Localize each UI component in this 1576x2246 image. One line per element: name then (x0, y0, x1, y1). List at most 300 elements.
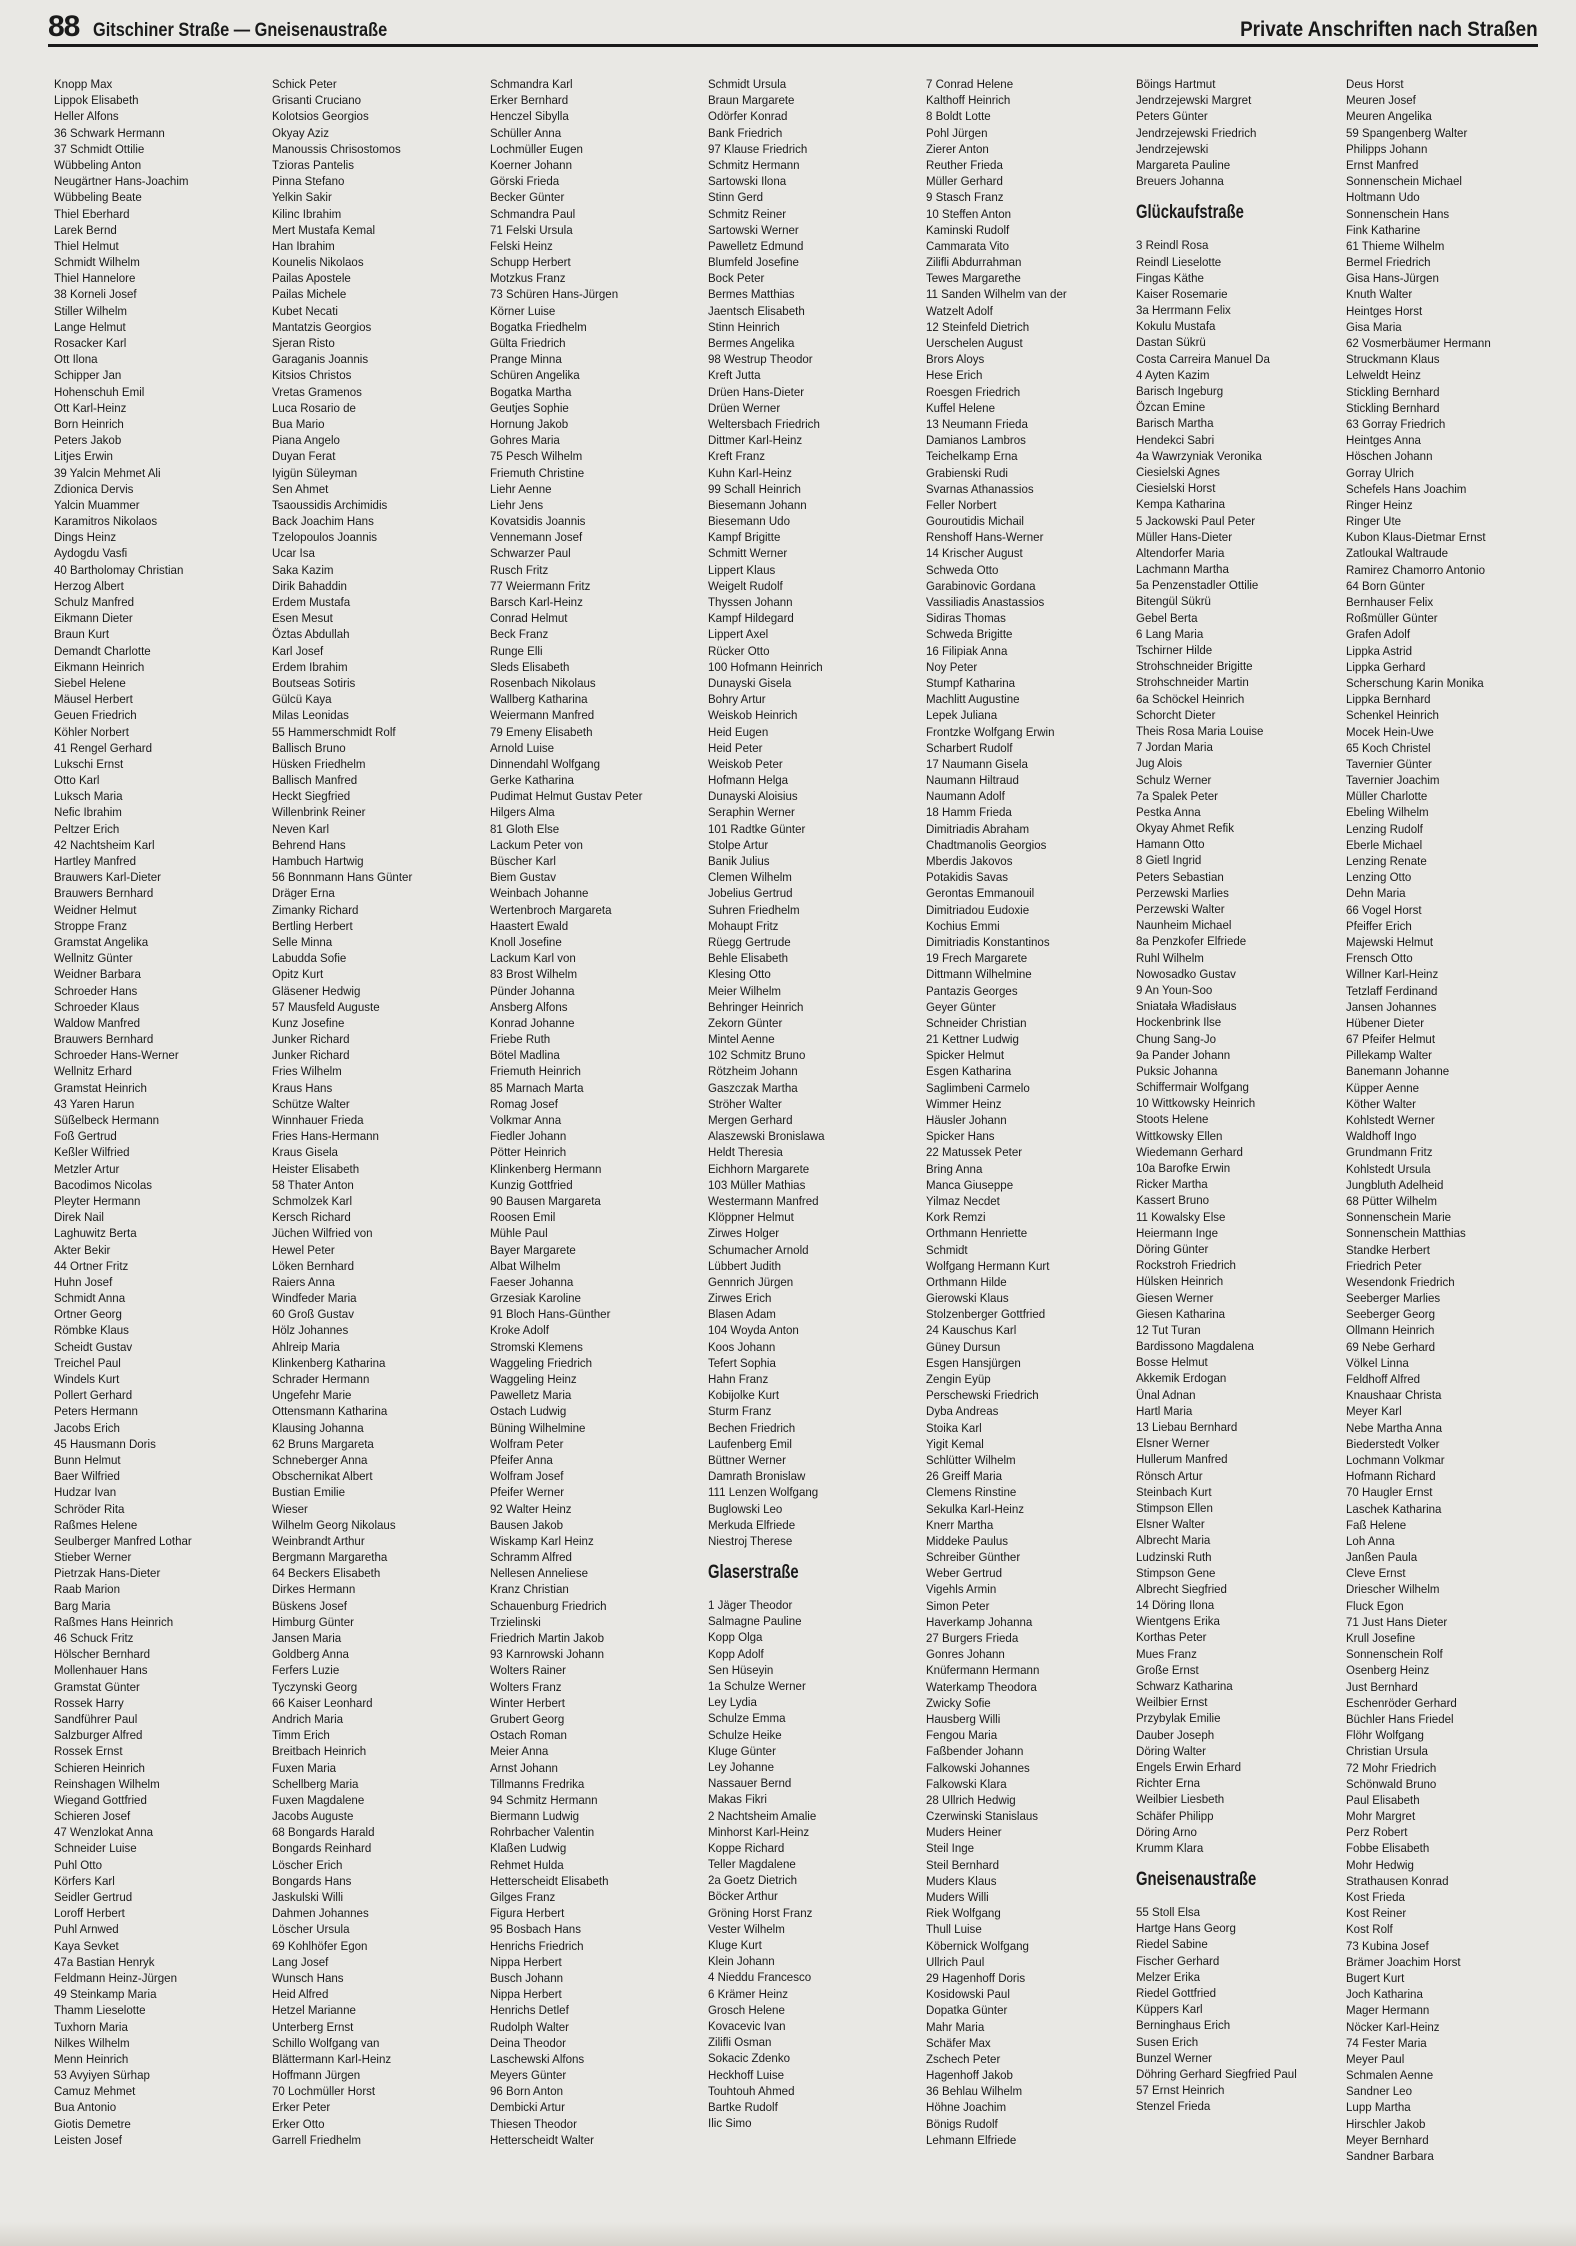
resident-entry: Kaiser Rosemarie (1136, 286, 1228, 301)
directory-columns (54, 76, 1544, 2236)
resident-entry: Fobbe Elisabeth (1346, 1841, 1430, 1856)
resident-entry: Fries Hans-Hermann (272, 1129, 379, 1144)
resident-entry: Yigit Kemal (926, 1436, 984, 1451)
resident-entry: Zwicky Sofie (926, 1695, 991, 1710)
resident-entry: Braun Margarete (708, 93, 795, 108)
resident-entry: Peltzer Erich (54, 821, 120, 836)
resident-entry: Scharbert Rudolf (926, 740, 1013, 755)
resident-entry: Weber Gertrud (926, 1566, 1002, 1581)
resident-entry: Jacobs Auguste (272, 1809, 354, 1824)
resident-entry: Loroff Herbert (54, 1906, 125, 1921)
resident-entry: Garaganis Joannis (272, 352, 369, 367)
directory-column (708, 76, 918, 2131)
resident-entry: Kaya Sevket (54, 1938, 119, 1953)
resident-entry: Raab Marion (54, 1582, 120, 1597)
resident-entry: Fink Katharine (1346, 222, 1421, 237)
resident-entry: Knerr Martha (926, 1517, 994, 1532)
resident-entry: Mollenhauer Hans (54, 1663, 148, 1678)
resident-entry: Fuxen Magdalene (272, 1792, 365, 1807)
resident-entry: Grundmann Fritz (1346, 1145, 1433, 1160)
resident-entry: Gohres Maria (490, 433, 560, 448)
resident-entry: 91 Bloch Hans-Günther (490, 1307, 611, 1322)
resident-entry: Mohr Hedwig (1346, 1857, 1414, 1872)
resident-entry: Kopp Olga (708, 1630, 763, 1645)
resident-entry: Garrell Friedhelm (272, 2132, 362, 2147)
resident-entry: 66 Kaiser Leonhard (272, 1695, 373, 1710)
resident-entry: 18 Hamm Frieda (926, 805, 1012, 820)
resident-entry: 81 Gloth Else (490, 821, 560, 836)
resident-entry: Gorray Ulrich (1346, 465, 1414, 480)
resident-entry: Schieren Josef (54, 1809, 131, 1824)
resident-entry: Tzioras Pantelis (272, 157, 354, 172)
resident-entry: Lippka Gerhard (1346, 659, 1426, 674)
resident-entry: Weilbier Liesbeth (1136, 1792, 1225, 1807)
resident-entry: 28 Ullrich Hedwig (926, 1792, 1016, 1807)
resident-entry: Salmagne Pauline (708, 1614, 802, 1629)
resident-entry: Klinkenberg Hermann (490, 1161, 602, 1176)
resident-entry: Ley Johanne (708, 1759, 775, 1774)
resident-entry: Schmitt Werner (708, 546, 788, 561)
resident-entry: 69 Nebe Gerhard (1346, 1339, 1436, 1354)
resident-entry: Bock Peter (708, 271, 765, 286)
resident-entry: 4 Nieddu Francesco (708, 1970, 812, 1985)
resident-entry: Teller Magdalene (708, 1857, 796, 1872)
resident-entry: Raßmes Helene (54, 1517, 138, 1532)
resident-entry: Wolfgang Hermann Kurt (926, 1258, 1050, 1273)
resident-entry: Lackum Peter von (490, 837, 583, 852)
resident-entry: Küpper Aenne (1346, 1080, 1420, 1095)
resident-entry: Winter Herbert (490, 1695, 565, 1710)
resident-entry: Brämer Joachim Horst (1346, 1954, 1461, 1969)
resident-entry: Sonnenschein Hans (1346, 206, 1450, 221)
resident-entry: Mohaupt Fritz (708, 918, 779, 933)
resident-entry: Flöhr Wolfgang (1346, 1728, 1424, 1743)
resident-entry: Melzer Erika (1136, 1969, 1201, 1984)
resident-entry: Feldmann Heinz-Jürgen (54, 1970, 177, 1985)
resident-entry: Ferfers Luzie (272, 1663, 340, 1678)
resident-entry: Laschewski Alfons (490, 2051, 585, 2066)
resident-entry: Hilgers Alma (490, 805, 555, 820)
resident-entry: 29 Hagenhoff Doris (926, 1970, 1026, 1985)
resident-entry: Häusler Johann (926, 1113, 1007, 1127)
resident-entry: Joch Katharina (1346, 1987, 1423, 2002)
resident-entry: Alaszewski Bronislawa (708, 1129, 825, 1144)
resident-entry: 36 Behlau Wilhelm (926, 2084, 1023, 2099)
resident-entry: Döring Günter (1136, 1241, 1209, 1256)
resident-entry: 71 Just Hans Dieter (1346, 1614, 1448, 1629)
resident-entry: Stiller Wilhelm (54, 303, 127, 318)
resident-entry: Bacodimos Nicolas (54, 1177, 152, 1192)
resident-entry: 19 Frech Margarete (926, 951, 1028, 966)
resident-entry: 102 Schmitz Bruno (708, 1048, 806, 1063)
resident-entry: Ernst Manfred (1346, 157, 1419, 172)
resident-entry: Ollmann Heinrich (1346, 1323, 1435, 1338)
resident-entry: Schmidt Anna (54, 1291, 126, 1306)
resident-entry: Ucar Isa (272, 546, 315, 561)
resident-entry: Albrecht Maria (1136, 1533, 1211, 1548)
resident-entry: Schneider Luise (54, 1841, 137, 1856)
resident-entry: Engels Erwin Erhard (1136, 1759, 1242, 1774)
resident-entry: Sonnenschein Marie (1346, 1210, 1452, 1225)
resident-entry: Giesen Werner (1136, 1290, 1214, 1305)
resident-entry: Hullerum Manfred (1136, 1452, 1228, 1467)
resident-entry: Esgen Hansjürgen (926, 1355, 1021, 1370)
resident-entry: Görski Frieda (490, 174, 560, 189)
resident-entry: Svarnas Athanassios (926, 481, 1034, 496)
resident-entry: Grisanti Cruciano (272, 93, 362, 108)
resident-entry: Tetzlaff Ferdinand (1346, 983, 1438, 998)
resident-entry: Bönigs Rudolf (926, 2116, 998, 2131)
resident-entry: 1 Jäger Theodor (708, 1598, 793, 1613)
resident-entry: Stimpson Ellen (1136, 1500, 1213, 1515)
resident-entry: Hoffmann Jürgen (272, 2068, 361, 2083)
resident-entry: Sonnenschein Michael (1346, 174, 1462, 189)
resident-entry: Lippert Klaus (708, 562, 776, 577)
resident-entry: Zdionica Dervis (54, 481, 134, 496)
resident-entry: Gramstat Angelika (54, 934, 149, 949)
resident-entry: Gebel Berta (1136, 610, 1198, 625)
resident-entry: Hahn Franz (708, 1372, 769, 1386)
resident-entry: Waterkamp Theodora (926, 1679, 1037, 1694)
resident-entry: Drüen Werner (708, 400, 781, 415)
resident-entry: Weinbrandt Arthur (272, 1533, 365, 1548)
resident-entry: Rüegg Gertrude (708, 934, 791, 949)
resident-entry: Müller Hans-Dieter (1136, 529, 1233, 544)
resident-entry: Lupp Martha (1346, 2100, 1411, 2115)
resident-entry: Scherschung Karin Monika (1346, 675, 1484, 690)
resident-entry: Dahmen Johannes (272, 1906, 369, 1921)
resident-entry: Schreiber Günther (926, 1550, 1021, 1565)
resident-entry: Just Bernhard (1346, 1679, 1418, 1694)
resident-entry: Puksic Johanna (1136, 1063, 1218, 1078)
resident-entry: Kitsios Christos (272, 368, 352, 383)
resident-entry: 62 Bruns Margareta (272, 1436, 374, 1451)
resident-entry: Reuther Frieda (926, 157, 1003, 172)
resident-entry: Sandner Barbara (1346, 2149, 1434, 2163)
resident-entry: Wientgens Erika (1136, 1614, 1220, 1629)
resident-entry: Lippka Bernhard (1346, 692, 1431, 707)
resident-entry: Kalthoff Heinrich (926, 93, 1011, 108)
resident-entry: Ricker Martha (1136, 1177, 1208, 1192)
resident-entry: Kampf Brigitte (708, 530, 781, 545)
resident-entry: Wolters Franz (490, 1679, 562, 1694)
resident-entry: Kempa Katharina (1136, 497, 1226, 512)
resident-entry: Schulze Emma (708, 1711, 786, 1726)
resident-entry: Damrath Bronislaw (708, 1469, 806, 1484)
resident-entry: Cammarata Vito (926, 238, 1010, 253)
directory-column (272, 76, 482, 2148)
resident-entry: Kovatsidis Joannis (490, 514, 586, 529)
resident-entry: Falkowski Johannes (926, 1760, 1030, 1775)
resident-entry: 9 An Youn-Soo (1136, 982, 1213, 997)
resident-entry: Pestka Anna (1136, 804, 1201, 819)
resident-entry: Rehmet Hulda (490, 1857, 564, 1872)
resident-entry: Römbke Klaus (54, 1323, 129, 1338)
resident-entry: Dirik Bahaddin (272, 578, 347, 593)
resident-entry: Schmidt Wilhelm (54, 255, 140, 270)
resident-entry: Ballisch Bruno (272, 740, 346, 755)
resident-entry: Gülcü Kaya (272, 692, 332, 707)
resident-entry: Kaminski Rudolf (926, 222, 1010, 237)
resident-entry: Lippert Axel (708, 627, 769, 642)
resident-entry: Chung Sang-Jo (1136, 1031, 1217, 1046)
resident-entry: Banik Julius (708, 854, 770, 868)
resident-entry: Larek Bernd (54, 222, 117, 237)
resident-entry: Eschenröder Gerhard (1346, 1695, 1457, 1710)
resident-entry: Pantazis Georges (926, 983, 1018, 998)
resident-entry: Korthas Peter (1136, 1630, 1207, 1645)
resident-entry: Braun Kurt (54, 627, 110, 642)
resident-entry: Dimitriadis Abraham (926, 821, 1030, 836)
resident-entry: Spicker Helmut (926, 1048, 1005, 1063)
resident-entry: Nebe Martha Anna (1346, 1420, 1443, 1435)
resident-entry: Frontzke Wolfgang Erwin (926, 724, 1055, 739)
directory-column (1346, 76, 1556, 2164)
resident-entry: Rockstroh Friedrich (1136, 1258, 1236, 1273)
resident-entry: Herzog Albert (54, 578, 124, 593)
resident-entry: Steinbach Kurt (1136, 1484, 1212, 1499)
resident-entry: 68 Pütter Wilhelm (1346, 1193, 1437, 1208)
resident-entry: Costa Carreira Manuel Da (1136, 351, 1270, 366)
resident-entry: Wilhelm Georg Nikolaus (272, 1517, 396, 1532)
resident-entry: Stieber Werner (54, 1550, 132, 1565)
resident-entry: 5a Penzenstadler Ottilie (1136, 578, 1259, 593)
resident-entry: Kost Rolf (1346, 1922, 1393, 1937)
resident-entry: Schrader Hermann (272, 1372, 370, 1386)
resident-entry: 27 Burgers Frieda (926, 1631, 1019, 1645)
resident-entry: Rosacker Karl (54, 336, 127, 350)
resident-entry: Thyssen Johann (708, 595, 793, 609)
resident-entry: Frensch Otto (1346, 951, 1413, 966)
resident-entry: Bogatka Friedhelm (490, 319, 587, 334)
resident-entry: Meyer Paul (1346, 2051, 1405, 2066)
resident-entry: Sen Hüseyin (708, 1662, 774, 1677)
resident-entry: 57 Ernst Heinrich (1136, 2083, 1225, 2098)
resident-entry: Kersch Richard (272, 1210, 351, 1225)
resident-entry: Middeke Paulus (926, 1533, 1008, 1548)
resident-entry: Büttner Werner (708, 1452, 786, 1467)
resident-entry: 24 Kauschus Karl (926, 1323, 1017, 1338)
resident-entry: Löscher Erich (272, 1857, 343, 1872)
resident-entry: Demandt Charlotte (54, 643, 151, 658)
resident-entry: Schäfer Philipp (1136, 1808, 1214, 1823)
resident-entry: 13 Liebau Bernhard (1136, 1420, 1238, 1434)
resident-entry: Ringer Ute (1346, 514, 1402, 529)
resident-entry: Bank Friedrich (708, 125, 783, 140)
resident-entry: Eikmann Heinrich (54, 659, 145, 674)
resident-entry: Feller Norbert (926, 497, 997, 512)
resident-entry: Vassiliadis Anastassios (926, 595, 1045, 609)
resident-entry: Weidner Helmut (54, 902, 137, 917)
resident-entry: Ullrich Paul (926, 1954, 985, 1969)
resident-entry: Kosidowski Paul (926, 1987, 1010, 2002)
resident-entry: Okyay Aziz (272, 125, 329, 140)
resident-entry: Büskens Josef (272, 1598, 347, 1613)
resident-entry: Büning Wilhelmine (490, 1420, 586, 1435)
resident-entry: 47 Wenzlokat Anna (54, 1825, 154, 1840)
resident-entry: Zilifli Abdurrahman (926, 255, 1022, 270)
resident-entry: Pietrzak Hans-Dieter (54, 1566, 161, 1581)
resident-entry: 94 Schmitz Hermann (490, 1792, 598, 1807)
resident-entry: Hofmann Richard (1346, 1469, 1436, 1484)
resident-entry: Siebel Helene (54, 675, 126, 690)
resident-entry: Feldhoff Alfred (1346, 1372, 1421, 1386)
resident-entry: Elsner Walter (1136, 1517, 1205, 1532)
resident-entry: 57 Mausfeld Auguste (272, 999, 380, 1014)
resident-entry: Yilmaz Necdet (926, 1193, 1000, 1208)
resident-entry: 96 Born Anton (490, 2084, 564, 2099)
resident-entry: Sonnenschein Rolf (1346, 1647, 1443, 1662)
resident-entry: 77 Weiermann Fritz (490, 578, 591, 593)
resident-entry: Hambuch Hartwig (272, 854, 364, 868)
resident-entry: 104 Woyda Anton (708, 1323, 799, 1338)
resident-entry: Meuren Josef (1346, 93, 1416, 108)
resident-entry: Wiegand Gottfried (54, 1792, 147, 1807)
resident-entry: Peters Sebastian (1136, 869, 1224, 884)
resident-entry: Niestroj Therese (708, 1533, 793, 1548)
resident-entry: Zirwes Holger (708, 1226, 780, 1241)
resident-entry: Krull Josefine (1346, 1631, 1416, 1645)
resident-entry: 14 Döring Ilona (1136, 1598, 1215, 1613)
resident-entry: Stinn Heinrich (708, 319, 780, 334)
resident-entry: Rohrbacher Valentin (490, 1825, 595, 1840)
resident-entry: Hüsken Friedhelm (272, 756, 366, 771)
resident-entry: Schroeder Hans (54, 983, 138, 998)
resident-entry: Schieren Heinrich (54, 1760, 145, 1775)
resident-entry: Schipper Jan (54, 368, 122, 383)
resident-entry: Laghuwitz Berta (54, 1226, 137, 1241)
resident-entry: Bogatka Martha (490, 384, 572, 399)
resident-entry: Knuth Walter (1346, 287, 1413, 302)
resident-entry: Pudimat Helmut Gustav Peter (490, 789, 643, 804)
resident-entry: Heckt Siegfried (272, 789, 351, 804)
resident-entry: Müller Gerhard (926, 174, 1003, 189)
resident-entry: Nöcker Karl-Heinz (1346, 2019, 1440, 2034)
resident-entry: Pawelletz Edmund (708, 238, 804, 253)
resident-entry: Back Joachim Hans (272, 514, 374, 529)
resident-entry: Jendrzejewski Margret (1136, 93, 1252, 108)
resident-entry: Hagenhoff Jakob (926, 2068, 1013, 2083)
resident-entry: Kochius Emmi (926, 918, 1000, 933)
resident-entry: Pillekamp Walter (1346, 1048, 1433, 1063)
resident-entry: Salzburger Alfred (54, 1728, 143, 1743)
resident-entry: Nilkes Wilhelm (54, 2035, 130, 2050)
resident-entry: Bohry Artur (708, 692, 766, 707)
resident-entry: Brors Aloys (926, 352, 985, 367)
resident-entry: Sidiras Thomas (926, 611, 1006, 626)
resident-entry: Mert Mustafa Kemal (272, 222, 376, 237)
resident-entry: Zekorn Günter (708, 1015, 783, 1030)
resident-entry: Roesgen Friedrich (926, 384, 1021, 399)
resident-entry: 41 Rengel Gerhard (54, 740, 153, 755)
resident-entry: Tavernier Günter (1346, 756, 1432, 771)
resident-entry: Giotis Demetre (54, 2116, 131, 2131)
resident-entry: Theis Rosa Maria Louise (1136, 723, 1264, 738)
resident-entry: Ballisch Manfred (272, 773, 358, 788)
resident-entry: Konrad Johanne (490, 1015, 575, 1030)
resident-entry: 6 Krämer Heinz (708, 1986, 789, 2001)
resident-entry: Dimitriadis Konstantinos (926, 934, 1050, 949)
resident-entry: Schmandra Paul (490, 206, 576, 221)
resident-entry: Majewski Helmut (1346, 934, 1434, 949)
resident-entry: 45 Hausmann Doris (54, 1436, 156, 1451)
resident-entry: Vennemann Josef (490, 530, 583, 545)
street-heading: Glaserstraße (708, 1562, 799, 1584)
resident-entry: Raßmes Hans Heinrich (54, 1614, 174, 1629)
resident-entry: Elsner Werner (1136, 1436, 1210, 1451)
resident-entry: Sonnenschein Matthias (1346, 1226, 1466, 1241)
resident-entry: Bechen Friedrich (708, 1420, 796, 1435)
resident-entry: Puhl Arnwed (54, 1922, 119, 1937)
resident-entry: Lelweldt Heinz (1346, 368, 1421, 383)
resident-entry: Reinshagen Wilhelm (54, 1776, 160, 1791)
resident-entry: Wieser (272, 1501, 308, 1516)
resident-entry: 100 Hofmann Heinrich (708, 659, 823, 674)
resident-entry: Thull Luise (926, 1922, 982, 1937)
resident-entry: 55 Stoll Elsa (1136, 1905, 1201, 1920)
resident-entry: Schmidt (926, 1242, 968, 1257)
resident-entry: Mocek Hein-Uwe (1346, 724, 1434, 739)
resident-entry: Hartley Manfred (54, 854, 136, 868)
resident-entry: 73 Kubina Josef (1346, 1938, 1429, 1953)
resident-entry: Ley Lydia (708, 1695, 757, 1710)
resident-entry: Nellesen Anneliese (490, 1566, 589, 1581)
directory-title: Private Anschriften nach Straßen (1240, 18, 1538, 41)
resident-entry: 79 Emeny Elisabeth (490, 724, 593, 739)
resident-entry: Gaszczak Martha (708, 1080, 798, 1095)
resident-entry: Fuxen Maria (272, 1760, 337, 1775)
resident-entry: Tavernier Joachim (1346, 773, 1440, 788)
resident-entry: 36 Schwark Hermann (54, 125, 165, 140)
resident-entry: Bring Anna (926, 1161, 983, 1176)
resident-entry: Schmitz Reiner (708, 206, 787, 221)
resident-entry: Schlütter Wilhelm (926, 1452, 1016, 1467)
resident-entry: Wimmer Heinz (926, 1096, 1002, 1111)
resident-entry: Margareta Pauline (1136, 157, 1231, 172)
resident-entry: Wertenbroch Margareta (490, 902, 612, 917)
resident-entry: Schulz Werner (1136, 772, 1212, 787)
resident-entry: Kluge Kurt (708, 1938, 762, 1952)
resident-entry: Figura Herbert (490, 1906, 565, 1921)
resident-entry: Wiskamp Karl Heinz (490, 1533, 594, 1548)
resident-entry: Selle Minna (272, 934, 333, 949)
resident-entry: Kampf Hildegard (708, 611, 794, 626)
resident-entry: Struckmann Klaus (1346, 352, 1440, 367)
resident-entry: Barsch Karl-Heinz (490, 595, 583, 609)
resident-entry: Treichel Paul (54, 1355, 121, 1370)
resident-entry: 92 Walter Heinz (490, 1501, 572, 1516)
resident-entry: Deus Horst (1346, 77, 1404, 91)
resident-entry: 10a Barofke Erwin (1136, 1161, 1231, 1175)
resident-entry: 4 Ayten Kazim (1136, 367, 1210, 382)
resident-entry: Pfeifer Anna (490, 1452, 553, 1467)
resident-entry: Wübbeling Anton (54, 157, 142, 172)
resident-entry: Kohlstedt Werner (1346, 1113, 1435, 1127)
resident-entry: Motzkus Franz (490, 271, 566, 286)
resident-entry: Ciesielski Horst (1136, 481, 1216, 496)
resident-entry: Muders Willi (926, 1890, 989, 1904)
resident-entry: Akter Bekir (54, 1242, 111, 1257)
resident-entry: Fiedler Johann (490, 1129, 567, 1144)
resident-entry: Himburg Günter (272, 1614, 354, 1629)
resident-entry: Dehn Maria (1346, 886, 1406, 901)
resident-entry: Tschirner Hilde (1136, 643, 1213, 657)
resident-entry: Jacobs Erich (54, 1420, 120, 1435)
resident-entry: Gülta Friedrich (490, 336, 566, 350)
resident-entry: Sjeran Risto (272, 336, 335, 350)
resident-entry: Weiermann Manfred (490, 708, 595, 723)
resident-entry: Tefert Sophia (708, 1355, 776, 1370)
